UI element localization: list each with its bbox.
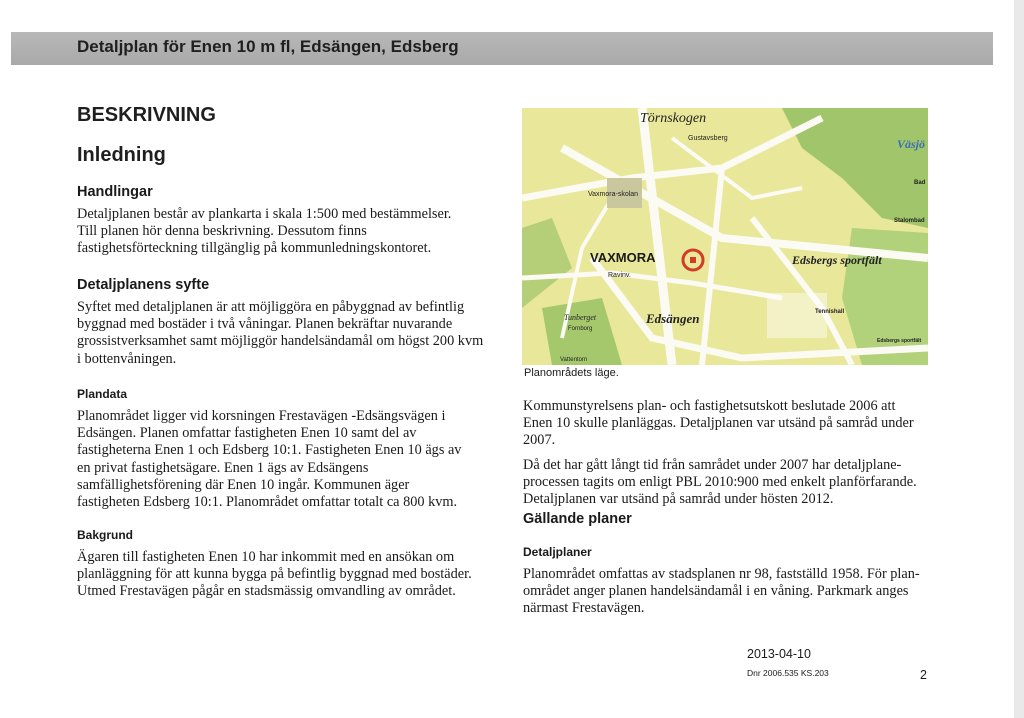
plandata-heading: Plandata — [77, 387, 128, 401]
handlingar-section — [77, 184, 473, 258]
document-date: 2013-04-10 — [747, 647, 811, 661]
map-label-vaxmora: VAXMORA — [590, 250, 656, 265]
syfte-heading: Detaljplanens syfte — [77, 277, 210, 293]
map-label-tornskogen: Törnskogen — [640, 111, 707, 126]
detaljplaner-text: Planområdet omfattas av stadsplanen nr 98, fastställd 1958. För plan-området anger planen handelsändamål i en våning. Parkmark anges närmast Frestavägen. — [523, 566, 920, 617]
map-label-gustavsberg: Gustavsberg — [688, 135, 728, 142]
plandata-section — [77, 387, 475, 511]
bakgrund-text: Ägaren till fastigheten Enen 10 har inkommit med en ansökan om planläggning för att kunna bygga på befintlig byggnad med bostäder. Utmed Frestavägen pågår en stadsmässig omvandling av området. — [77, 549, 472, 600]
detaljplaner-section — [523, 545, 923, 618]
handlingar-text: Detaljplanen består av plankarta i skala 1:500 med bestämmelser. Till planen hör denna beskrivning. Dessutom finns fastighetsförteckning tillgänglig på kommunledningskontoret. — [77, 206, 452, 257]
map-label-bad: Bad — [914, 180, 926, 186]
map-built-area — [767, 293, 827, 338]
map-label-tennishall: Tennishall — [815, 309, 845, 315]
location-map — [522, 108, 928, 365]
intro-title: Inledning — [77, 144, 166, 166]
gallande-planer-heading: Gällande planer — [523, 511, 632, 527]
syfte-section — [77, 277, 487, 368]
kommunstyrelsen-paragraph-1: Kommunstyrelsens plan- och fastighetsutskott beslutade 2006 att Enen 10 skulle planläggas. Detaljplanen var utsänd på samråd under 2007. — [523, 398, 914, 449]
map-label-tunberget: Tunberget — [564, 313, 597, 322]
map-label-vasjo: Väsjö — [897, 137, 926, 151]
map-label-sportfalt: Edsbergs sportfält — [792, 253, 882, 267]
map-label-fornborg: Fornborg — [568, 326, 593, 332]
map-label-edsangen: Edsängen — [646, 311, 700, 326]
bakgrund-section — [77, 528, 473, 601]
map-label-ravinv: Ravinv. — [608, 272, 631, 279]
document-title: Detaljplan för Enen 10 m fl, Edsängen, Edsberg — [77, 37, 459, 56]
kommunstyrelsen-paragraph-2: Då det har gått långt tid från samrådet under 2007 har detaljplane-processen tagits om enligt PBL 2010:900 med enkelt planförfarande. Detaljplanen var utsänd på samråd under hösten 2012. — [523, 456, 917, 508]
bakgrund-heading: Bakgrund — [77, 528, 134, 542]
map-caption: Planområdets läge. — [524, 367, 619, 379]
handlingar-heading: Handlingar — [77, 184, 153, 200]
detaljplaner-heading: Detaljplaner — [523, 545, 592, 559]
page-edge — [1014, 0, 1024, 718]
header-bar — [11, 32, 993, 65]
map-label-stalombad: Stalombad — [894, 218, 925, 224]
map-label-vaxmoraskolan: Vaxmora-skolan — [588, 191, 639, 198]
plandata-text: Planområdet ligger vid korsningen Frestavägen -Edsängsvägen i Edsängen. Planen omfattar fastigheten Enen 10 samt del av fastigheterna Enen 1 och Edsberg 10:1. Fastigheten Enen 10 ägs av en privat fastighetsägare. Enen 1 ägs av Edsängens samfällighetsförening där Enen 10 ingår. Kommunen äger fastigheten Edsberg 10:1. Planområdet omfattar totalt ca 800 kvm. — [77, 408, 462, 511]
page-number: 2 — [920, 668, 927, 682]
kommunstyrelsen-section — [523, 398, 925, 508]
map-label-vattentorn: Vattentorn — [560, 357, 588, 363]
map-graphic — [522, 108, 928, 365]
plan-area-fill — [690, 257, 696, 263]
map-label-sportfalt-small: Edsbergs sportfält — [877, 338, 922, 344]
syfte-text: Syftet med detaljplanen är att möjliggöra en påbyggnad av befintlig byggnad med bostäder i två våningar. Planen bekräftar nuvarande grossistverksamhet samt möjliggör handelsändamål om högst 200 kvm i bottenvåningen. — [77, 299, 484, 367]
document-dnr: Dnr 2006.535 KS.203 — [747, 668, 829, 678]
section-title: BESKRIVNING — [77, 104, 216, 126]
